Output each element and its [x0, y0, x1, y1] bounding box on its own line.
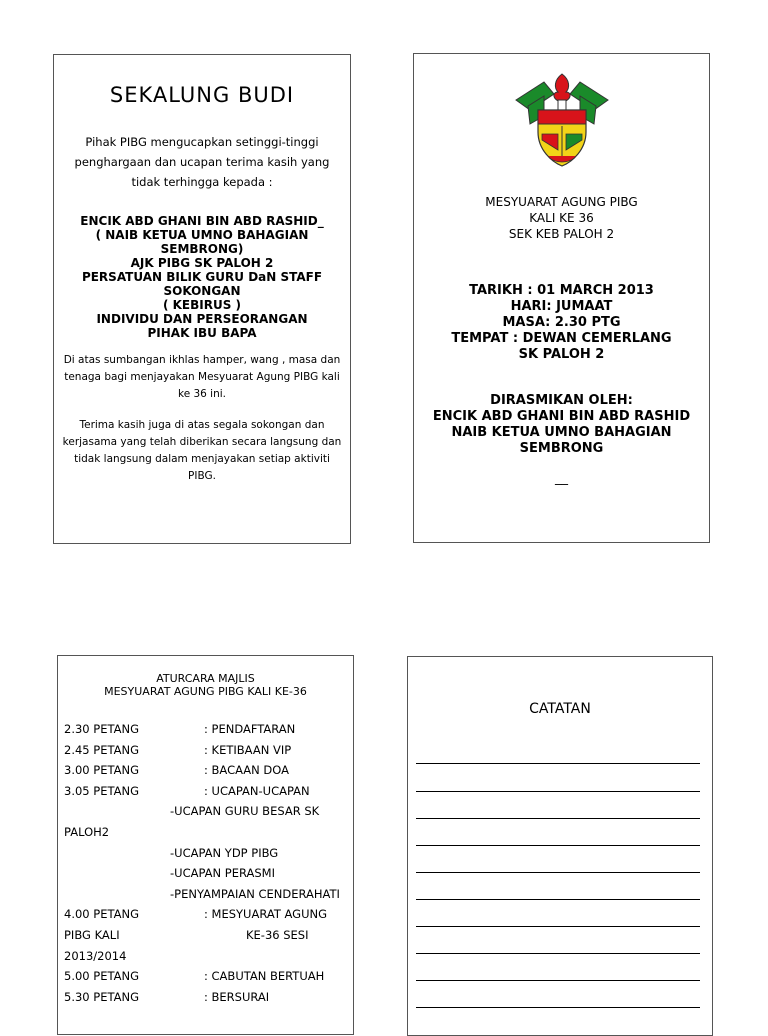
- recipient-list: [62, 214, 342, 340]
- schedule-item: : UCAPAN-UCAPAN: [204, 783, 310, 798]
- note-line: [416, 1007, 700, 1008]
- school-crest-icon: [514, 70, 610, 170]
- recipient-line: ( NAIB KETUA UMNO BAHAGIAN: [95, 228, 309, 242]
- note-line: [416, 818, 700, 819]
- meeting-line: SEK KEB PALOH 2: [508, 227, 615, 241]
- notes-card: [407, 656, 713, 1036]
- note-line: [416, 791, 700, 792]
- paragraph-line: Terima kasih juga di atas segala sokongan dan: [79, 419, 325, 431]
- intro-line: tidak terhingga kepada :: [131, 175, 273, 189]
- recipient-line: AJK PIBG SK PALOH 2: [130, 256, 274, 270]
- schedule-subitem: -UCAPAN YDP PIBG: [170, 845, 279, 860]
- meeting-line: MESYUARAT AGUNG PIBG: [485, 195, 638, 209]
- meeting-line: KALI KE 36: [529, 211, 594, 225]
- note-line: [416, 926, 700, 927]
- appreciation-card: [53, 54, 351, 544]
- support-paragraph: [60, 417, 344, 485]
- schedule-item: : MESYUARAT AGUNG: [204, 907, 328, 922]
- officiated-by: [414, 393, 709, 457]
- schedule-item: KE-36 SESI: [246, 927, 309, 942]
- paragraph-line: PIBG.: [188, 470, 216, 482]
- recipient-line: PERSATUAN BILIK GURU DaN STAFF: [81, 270, 323, 284]
- schedule-time: 2.45 PETANG: [64, 742, 139, 757]
- event-day: HARI: JUMAAT: [510, 299, 613, 314]
- recipient-line: SOKONGAN: [163, 284, 241, 298]
- paragraph-line: Di atas sumbangan ikhlas hamper, wang , masa dan: [63, 354, 341, 366]
- intro-line: penghargaan dan ucapan terima kasih yang: [74, 155, 330, 169]
- notes-title: CATATAN: [529, 701, 591, 717]
- schedule-item: : BERSURAI: [204, 989, 270, 1004]
- note-line: [416, 980, 700, 981]
- schedule-time: 2.30 PETANG: [64, 722, 139, 736]
- recipient-line: SEMBRONG): [160, 242, 244, 256]
- recipient-line: INDIVIDU DAN PERSEORANGAN: [96, 312, 308, 326]
- schedule-item: : PENDAFTARAN: [204, 722, 296, 736]
- schedule-subitem: -UCAPAN PERASMI: [170, 866, 275, 881]
- schedule-item: : CABUTAN BERTUAH: [204, 969, 325, 984]
- event-venue: TEMPAT : DEWAN CEMERLANG: [451, 331, 672, 346]
- note-line: [416, 899, 700, 900]
- schedule-time: 5.30 PETANG: [64, 989, 139, 1004]
- officiated-line: SEMBRONG: [519, 441, 604, 456]
- schedule-time: 3.05 PETANG: [64, 783, 139, 798]
- note-line: [416, 845, 700, 846]
- intro-line: Pihak PIBG mengucapkan setinggi-tinggi: [85, 135, 319, 149]
- schedule-subitem: -UCAPAN GURU BESAR SK: [170, 804, 320, 819]
- schedule-time: PALOH2: [64, 824, 110, 839]
- event-details: [414, 283, 709, 363]
- appreciation-intro: [66, 132, 338, 192]
- note-line: [416, 872, 700, 873]
- event-date: TARIKH : 01 MARCH 2013: [469, 283, 654, 298]
- schedule-time: 4.00 PETANG: [64, 907, 139, 922]
- paragraph-line: tidak langsung dalam menjayakan setiap aktiviti: [74, 453, 330, 465]
- schedule-time: 2013/2014: [64, 948, 127, 963]
- event-time: MASA: 2.30 PTG: [502, 315, 621, 330]
- programme-heading: [58, 672, 353, 698]
- paragraph-line: kerjasama yang telah diberikan secara langsung dan: [62, 436, 342, 448]
- note-line: [416, 763, 700, 764]
- event-venue-school: SK PALOH 2: [518, 347, 605, 362]
- programme-subtitle: MESYUARAT AGUNG PIBG KALI KE-36: [104, 685, 307, 698]
- programme-card: [57, 655, 354, 1035]
- dash-mark: __: [555, 471, 568, 486]
- thanks-paragraph: [60, 352, 344, 403]
- schedule-item: : BACAAN DOA: [204, 763, 289, 778]
- paragraph-line: ke 36 ini.: [177, 388, 227, 400]
- officiated-heading: DIRASMIKAN OLEH:: [490, 393, 633, 408]
- appreciation-title: SEKALUNG BUDI: [109, 83, 295, 107]
- programme-title: ATURCARA MAJLIS: [156, 672, 255, 685]
- schedule-time: 5.00 PETANG: [64, 969, 139, 984]
- schedule-item: : KETIBAAN VIP: [204, 742, 292, 757]
- cover-card: [413, 53, 710, 543]
- paragraph-line: tenaga bagi menjayakan Mesyuarat Agung PIBG kali: [64, 371, 340, 383]
- officiated-line: NAIB KETUA UMNO BAHAGIAN: [451, 425, 672, 440]
- schedule-subitem: -PENYAMPAIAN CENDERAHATI: [170, 886, 340, 901]
- recipient-line: ENCIK ABD GHANI BIN ABD RASHID_: [80, 214, 324, 228]
- recipient-line: PIHAK IBU BAPA: [147, 326, 257, 340]
- recipient-line: ( KEBIRUS ): [162, 298, 242, 312]
- meeting-title: [414, 194, 709, 242]
- schedule-time: 3.00 PETANG: [64, 763, 139, 778]
- schedule-time: PIBG KALI: [64, 927, 120, 942]
- officiated-line: ENCIK ABD GHANI BIN ABD RASHID: [432, 409, 691, 424]
- note-line: [416, 953, 700, 954]
